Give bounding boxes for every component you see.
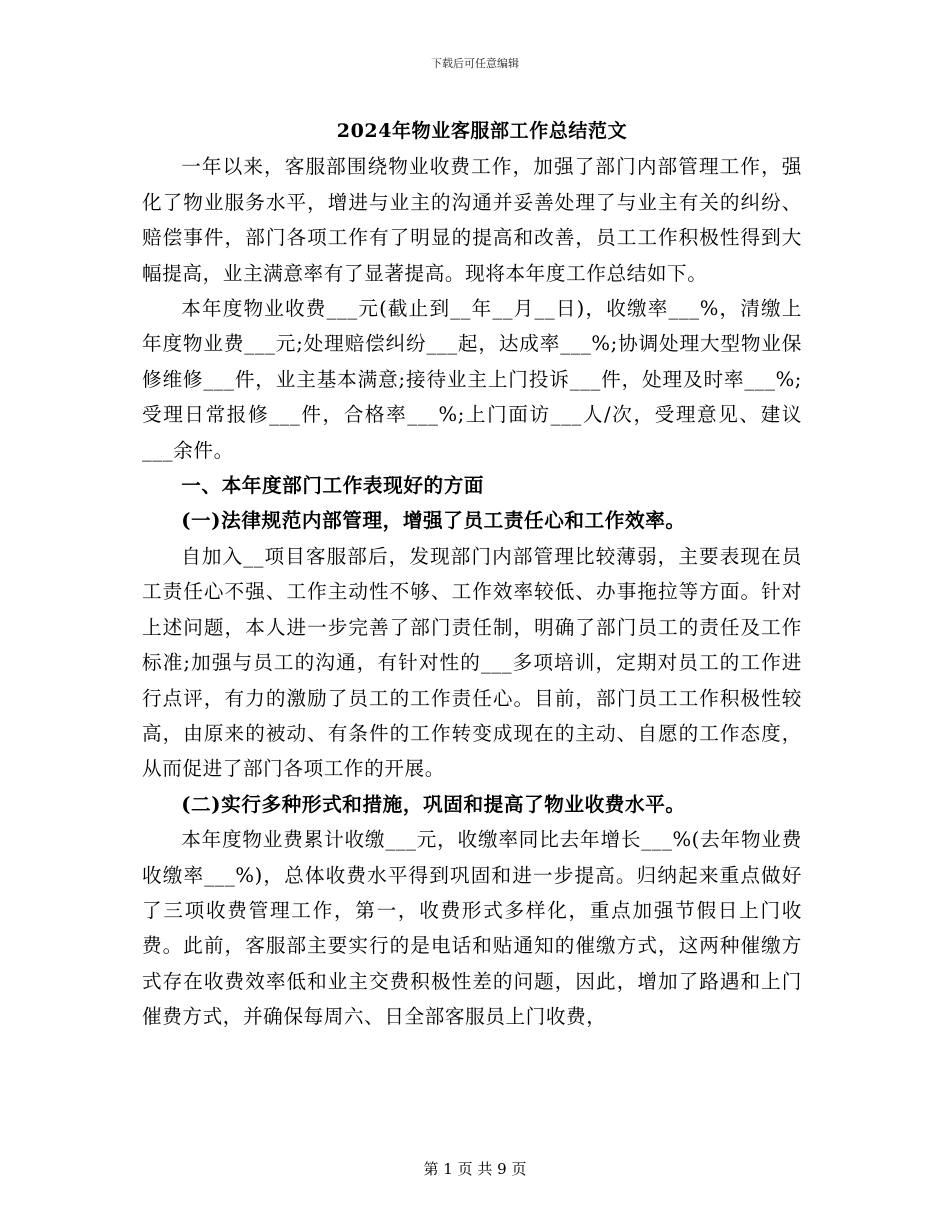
section-heading-1: 一、本年度部门工作表现好的方面	[181, 474, 485, 498]
statistics-paragraph: 本年度物业收费___元(截止到__年__月__日)，收缴率___%，清缴上年度物业费___元;处理赔偿纠纷___起，达成率___%;协调处理大型物业保修维修___件，业主基本满意;接待业主上门投诉___件，处理及时率___%;受理日常报修___件，合格率___%;上门面访___人/次，受理意见、建议___余件。	[142, 297, 802, 462]
subsection-1-paragraph: 自加入__项目客服部后，发现部门内部管理比较薄弱，主要表现在员工责任心不强、工作主动性不够、工作效率较低、办事拖拉等方面。针对上述问题，本人进一步完善了部门责任制，明确了部门员工的责任及工作标准;加强与员工的沟通，有针对性的___多项培训，定期对员工的工作进行点评，有力的激励了员工的工作责任心。目前，部门员工工作积极性较高，由原来的被动、有条件的工作转变成现在的主动、自愿的工作态度，从而促进了部门各项工作的开展。	[142, 544, 802, 781]
subsection-heading-2: (二)实行多种形式和措施，巩固和提高了物业收费水平。	[181, 792, 686, 816]
document-title: 2024年物业客服部工作总结范文	[336, 120, 628, 142]
document-body	[142, 114, 802, 1035]
page-header-note: 下载后可任意编辑	[431, 57, 519, 70]
page-footer-number: 第 1 页 共 9 页	[423, 1160, 527, 1178]
intro-paragraph: 一年以来，客服部围绕物业收费工作，加强了部门内部管理工作，强化了物业服务水平，增进与业主的沟通并妥善处理了与业主有关的纠纷、赔偿事件，部门各项工作有了明显的提高和改善，员工工作积极性得到大幅提高，业主满意率有了显著提高。现将本年度工作总结如下。	[142, 155, 802, 285]
subsection-2-paragraph: 本年度物业费累计收缴___元，收缴率同比去年增长___%(去年物业费收缴率___%)，总体收费水平得到巩固和进一步提高。归纳起来重点做好了三项收费管理工作，第一，收费形式多样化，重点加强节假日上门收费。此前，客服部主要实行的是电话和贴通知的催缴方式，这两种催缴方式存在收费效率低和业主交费积极性差的问题，因此，增加了路遇和上门催费方式，并确保每周六、日全部客服员上门收费，	[142, 828, 802, 1029]
subsection-heading-1: (一)法律规范内部管理，增强了员工责任心和工作效率。	[181, 509, 686, 533]
